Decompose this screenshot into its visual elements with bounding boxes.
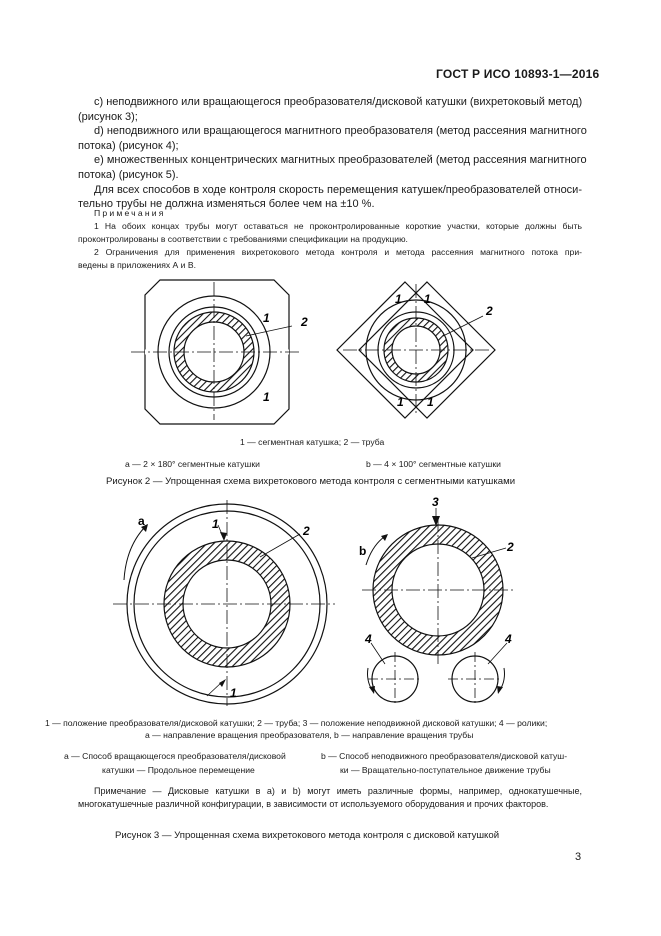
label-1-bl: 1	[397, 395, 404, 409]
figure2-legend: 1 — сегментная катушка; 2 — труба	[240, 437, 385, 447]
figure3-sub-a-2: катушки — Продольное перемещение	[102, 765, 255, 775]
figure3-note	[78, 785, 582, 811]
note-1: 1 На обоих концах трубы могут оставаться не проконтролированные короткие участки, которые должны быть	[94, 221, 582, 231]
figure3-sub-b-2: ки — Вращательно-поступательное движение трубы	[340, 765, 551, 775]
page-number: 3	[575, 851, 582, 863]
list-item-d: d) неподвижного или вращающегося магнитного преобразователя (метод рассеяния магнитного	[94, 125, 587, 138]
label-3: 3	[432, 495, 439, 509]
notes-title: Примечания	[94, 208, 166, 218]
list-item-c: c) неподвижного или вращающегося преобразователя/дисковой катушки (вихретоковый метод)	[94, 96, 583, 108]
rotation-arrowhead-b	[381, 534, 388, 541]
label-2: 2	[303, 524, 310, 538]
label-2: 2	[486, 304, 493, 318]
note-2-cont: ведены в приложениях А и В.	[78, 260, 196, 270]
label-1-br: 1	[427, 395, 434, 409]
label-1-bottom: 1	[263, 390, 270, 404]
figure3-legend-1: 1 — положение преобразователя/дисковой катушки; 2 — труба; 3 — положение неподвижной дисковой катушки; 4 — ролики;	[45, 718, 548, 728]
note-1-cont: проконтролированы в соответствии с требованиями спецификации на продукцию.	[78, 234, 408, 244]
note-2: 2 Ограничения для применения вихретокового метода контроля и метода рассеяния магнитного потока при-	[94, 247, 582, 257]
roller-left-arrowhead	[369, 686, 375, 694]
label-2: 2	[507, 540, 514, 554]
speed-paragraph-cont: тельно трубы не должна изменяться более чем на ±10 %.	[78, 198, 375, 211]
label-1-tl: 1	[395, 292, 402, 306]
figure2-sub-a: а — 2 × 180° сегментные катушки	[125, 459, 260, 469]
figure3a-diagram	[110, 498, 336, 708]
figure2-title: Рисунок 2 — Упрощенная схема вихретокового метода контроля с сегментными катушками	[106, 476, 516, 487]
figure3-sub-a-1: а — Способ вращающегося преобразователя/дисковой	[64, 751, 286, 761]
list-item-d-cont: потока) (рисунок 4);	[78, 139, 179, 152]
figure3b-diagram	[355, 492, 535, 706]
figure3-title: Рисунок 3 — Упрощенная схема вихретокового метода контроля с дисковой катушкой	[115, 830, 500, 841]
document-header: ГОСТ Р ИСО 10893-1—2016	[436, 67, 600, 81]
label-1-tr: 1	[424, 292, 431, 306]
label-4-right: 4	[505, 632, 512, 646]
speed-paragraph: Для всех способов в ходе контроля скорость перемещения катушек/преобразователей относи-	[94, 183, 582, 196]
list-item-e: e) множественных концентрических магнитных преобразователей (метод рассеяния магнитного	[94, 154, 587, 167]
list-item-c-cont: (рисунок 3);	[78, 110, 138, 123]
leader-4-right	[488, 643, 507, 664]
figure3-note-1: Примечание — Дисковые катушки в а) и b) могут иметь различные формы, например, однокатушечные,	[94, 786, 582, 796]
method-list	[78, 95, 587, 212]
label-1-top: 1	[212, 517, 219, 531]
figure3-note-2: многокатушечные различной конфигурации, в зависимости от используемого оборудования и прочих факторов.	[78, 799, 549, 809]
figure3-sub-b-1: b — Способ неподвижного преобразователя/дисковой катуш-	[321, 751, 568, 761]
roller-right-arrowhead	[497, 686, 503, 694]
leader-4-left	[371, 643, 385, 664]
leader-1-bottom	[207, 682, 222, 696]
figure2b-diagram	[335, 276, 515, 432]
figure3-legend-2: a — направление вращения преобразователя, b — направление вращения трубы	[145, 730, 474, 740]
figure2-sub-b: b — 4 × 100° сегментные катушки	[366, 459, 501, 469]
label-b: b	[359, 544, 367, 558]
label-2: 2	[301, 315, 308, 329]
leader-2	[246, 326, 292, 336]
notes-block	[78, 207, 582, 272]
arrow-1-bottom	[219, 679, 226, 687]
label-4-left: 4	[365, 632, 372, 646]
label-a: a	[138, 514, 145, 528]
leader-2	[260, 534, 300, 557]
figure2a-diagram	[125, 276, 308, 432]
label-1-bottom: 1	[230, 686, 237, 700]
list-item-e-cont: потока) (рисунок 5).	[78, 168, 179, 181]
label-1-top: 1	[263, 311, 270, 325]
arrow-1-top	[220, 532, 227, 541]
